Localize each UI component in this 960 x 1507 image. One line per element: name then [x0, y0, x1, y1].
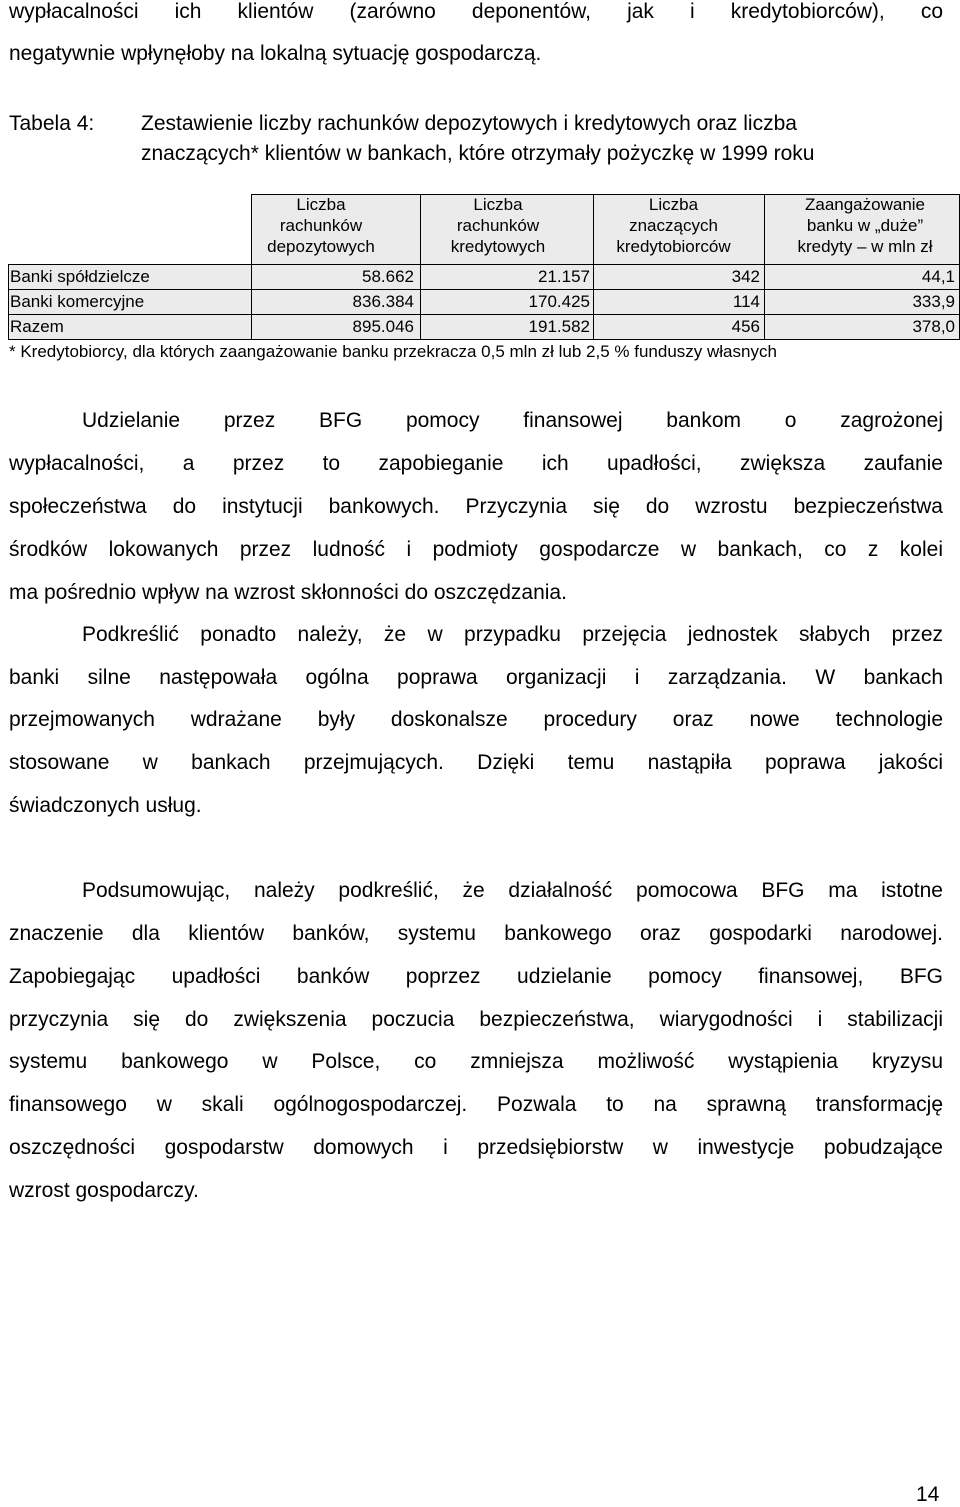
cell-credit: 21.157: [538, 267, 590, 286]
row-label: Banki komercyjne: [10, 292, 145, 311]
cell-credit: 170.425: [528, 292, 590, 311]
paragraph-3-line-6: finansowego w skali ogólnogospodarczej. Pozwala to na sprawną transformację: [9, 1093, 943, 1116]
cell-deposit: 58.662: [362, 267, 414, 286]
cell-exposure: 378,0: [912, 317, 955, 336]
paragraph-1-line-3: społeczeństwa do instytucji bankowych. Przyczynia się do wzrostu bezpieczeństwa: [9, 495, 943, 518]
table-rule: [593, 194, 594, 340]
header-text-line: kredytobiorców: [616, 237, 731, 256]
cell-exposure: 333,9: [912, 292, 955, 311]
paragraph-2-line-2: banki silne następowała ogólna poprawa organizacji i zarządzania. W bankach: [9, 666, 943, 689]
paragraph-1-line-5: ma pośrednio wpływ na wzrost skłonności do oszczędzania.: [9, 581, 567, 604]
header-text-line: kredyty – w mln zł: [797, 237, 933, 256]
table-caption-line-1: Zestawienie liczby rachunków depozytowych i kredytowych oraz liczba: [141, 112, 797, 135]
paragraph-3-line-8: wzrost gospodarczy.: [9, 1179, 199, 1202]
table-rule: [8, 264, 960, 265]
table-caption-line-2: znaczących* klientów w bankach, które otrzymały pożyczkę w 1999 roku: [141, 142, 815, 165]
intro-line-1: wypłacalności ich klientów (zarówno deponentów, jak i kredytobiorców), co: [9, 0, 943, 23]
header-significant-borrowers: [596, 194, 751, 257]
cell-borrowers: 456: [731, 317, 760, 336]
paragraph-1-line-2: wypłacalności, a przez to zapobieganie ich upadłości, zwiększa zaufanie: [9, 452, 943, 475]
paragraph-3-line-2: znaczenie dla klientów banków, systemu bankowego oraz gospodarki narodowej.: [9, 922, 943, 945]
table-rule: [8, 339, 960, 340]
paragraph-3-line-5: systemu bankowego w Polsce, co zmniejsza możliwość wystąpienia kryzysu: [9, 1050, 943, 1073]
header-bank-exposure: [770, 194, 960, 257]
paragraph-2-line-5: świadczonych usług.: [9, 794, 202, 817]
paragraph-3-line-7: oszczędności gospodarstw domowych i przedsiębiorstw w inwestycje pobudzające: [9, 1136, 943, 1159]
cell-borrowers: 342: [731, 267, 760, 286]
header-deposit-accounts: [251, 194, 391, 257]
paragraph-3-line-3: Zapobiegając upadłości banków poprzez udzielanie pomocy finansowej, BFG: [9, 965, 943, 988]
table-rule: [764, 194, 765, 340]
header-text-line: Liczba: [648, 195, 699, 214]
header-text-line: rachunków: [456, 216, 540, 235]
header-text-line: rachunków: [279, 216, 363, 235]
table-rule: [8, 264, 9, 340]
table-rule: [420, 194, 421, 340]
header-text-line: banku w „duże”: [806, 216, 924, 235]
table-rule: [8, 289, 960, 290]
cell-deposit: 895.046: [352, 317, 414, 336]
row-label: Banki spółdzielcze: [10, 267, 150, 286]
paragraph-3-line-1: Podsumowując, należy podkreślić, że działalność pomocowa BFG ma istotne: [82, 879, 943, 902]
paragraph-2-line-4: stosowane w bankach przejmujących. Dzięki temu nastąpiła poprawa jakości: [9, 751, 943, 774]
paragraph-3-line-4: przyczynia się do zwiększenia poczucia bezpieczeństwa, wiarygodności i stabilizacji: [9, 1008, 943, 1031]
header-text-line: Zaangażowanie: [804, 195, 926, 214]
page-number: 14: [916, 1483, 940, 1506]
intro-line-2: negatywnie wpłynęłoby na lokalną sytuację gospodarczą.: [9, 42, 542, 65]
cell-borrowers: 114: [732, 292, 760, 311]
row-label: Razem: [10, 317, 64, 336]
header-text-line: kredytowych: [450, 237, 546, 256]
table-rule: [8, 314, 960, 315]
cell-credit: 191.582: [528, 317, 590, 336]
header-text-line: Liczba: [296, 195, 346, 214]
table-rule: [251, 194, 960, 195]
paragraph-1-line-1: Udzielanie przez BFG pomocy finansowej bankom o zagrożonej: [82, 409, 943, 432]
table-footnote: * Kredytobiorcy, dla których zaangażowanie banku przekracza 0,5 mln zł lub 2,5 % funduszy własnych: [9, 342, 777, 361]
paragraph-2-line-1: Podkreślić ponadto należy, że w przypadku przejęcia jednostek słabych przez: [82, 623, 943, 646]
header-text-line: znaczących: [629, 216, 718, 235]
cell-exposure: 44,1: [921, 267, 955, 286]
table-rule: [251, 194, 252, 340]
table-caption-label: Tabela 4:: [9, 112, 95, 135]
header-text-line: depozytowych: [267, 237, 375, 256]
cell-deposit: 836.384: [352, 292, 414, 311]
data-table: [8, 194, 960, 341]
paragraph-1-line-4: środków lokowanych przez ludność i podmioty gospodarcze w bankach, co z kolei: [9, 538, 943, 561]
header-credit-accounts: [425, 194, 571, 257]
paragraph-2-line-3: przejmowanych wdrażane były doskonalsze procedury oraz nowe technologie: [9, 708, 943, 731]
header-text-line: Liczba: [473, 195, 523, 214]
